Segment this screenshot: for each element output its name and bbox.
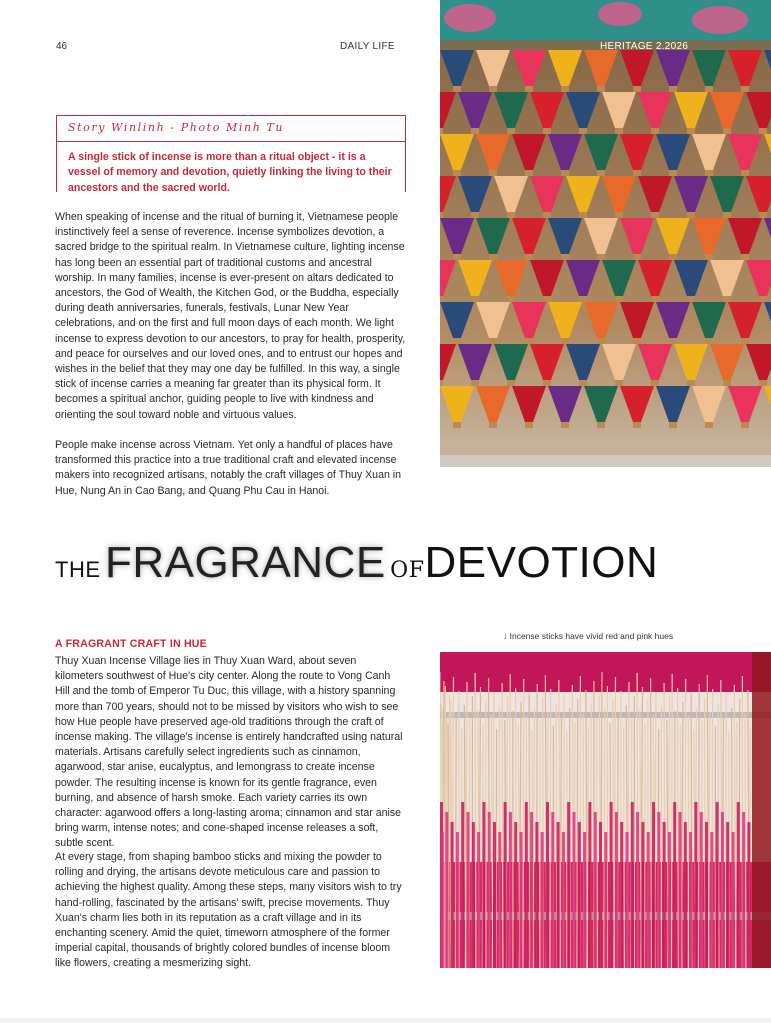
incense-stick-tip [604, 832, 607, 968]
incense-stick-tip [673, 802, 676, 968]
incense-stick [725, 694, 726, 968]
incense-handle [741, 422, 749, 428]
incense-handle [579, 128, 587, 134]
incense-stick-tip [710, 832, 713, 968]
incense-stick [550, 689, 551, 968]
incense-stick-tip [679, 812, 682, 968]
incense-stick-tip [726, 822, 729, 968]
incense-handle [723, 128, 731, 134]
incense-handle [597, 338, 605, 344]
incense-stick-tip [594, 812, 597, 968]
incense-handle [489, 338, 497, 344]
incense-stick-tip [663, 822, 666, 968]
incense-handle [669, 86, 677, 92]
incense-stick-tip [694, 802, 697, 968]
incense-handle [453, 254, 461, 260]
body-paragraph-2: People make incense across Vietnam. Yet only a handful of places have transformed this practice into a true traditional craft and elevated incense makers into recognized artisans, notably the craft villages of Thuy Xuan in Hue, Nung An in Cao Bang, and Quang Phu Cau in Hanoi. [55, 439, 402, 497]
incense-handle [669, 254, 677, 260]
incense-stick-tip [535, 822, 538, 968]
incense-handle [615, 380, 623, 386]
incense-stick-tip [705, 822, 708, 968]
incense-handle [507, 296, 515, 302]
incense-stick-tip [668, 832, 671, 968]
incense-stick [698, 684, 699, 968]
incense-stick-tip [562, 832, 565, 968]
issue-label: HERITAGE 2.2026 [600, 41, 689, 52]
incense-stick-tip [716, 802, 719, 968]
incense-stick [671, 674, 672, 968]
incense-handle [615, 296, 623, 302]
incense-handle [651, 296, 659, 302]
incense-handle [687, 128, 695, 134]
incense-handle [741, 170, 749, 176]
incense-stick-tip [477, 832, 480, 968]
incense-handle [633, 254, 641, 260]
incense-handle [633, 86, 641, 92]
incense-handle [669, 338, 677, 344]
incense-handle [579, 380, 587, 386]
incense-stick [523, 679, 524, 968]
incense-stick-tip [737, 802, 740, 968]
incense-handle [471, 296, 479, 302]
article-title [55, 538, 658, 588]
incense-stick-tip [472, 822, 475, 968]
incense-handle [453, 170, 461, 176]
incense-handle [759, 212, 767, 218]
photo-caption: ↓ Incense sticks have vivid red and pink hues [503, 631, 674, 641]
incense-stick-tip [583, 832, 586, 968]
incense-stick-tip [456, 832, 459, 968]
incense-handle [543, 212, 551, 218]
incense-stick-tip [551, 812, 554, 968]
incense-stick-tip [441, 832, 444, 968]
body-paragraph-1: When speaking of incense and the ritual of burning it, Vietnamese people instinctively feel a sense of reverence. Incense symbolizes devotion, a sacred bridge to the spiritual realm. In Vietnamese culture, lighting incense has long been an essential part of traditional customs and ancestral worship. In many families, incense is ever-present on altars dedicated to ancestors, the God of Wealth, the Kitchen God, or the Buddha, especially during death anniversaries, funerals, festivals, Lunar New Year celebrations, and on the first and full moon days of each month. We light incense to express devotion to our ancestors, to pray for health, prosperity, and peace for ourselves and our loved ones, and to entrust our hopes and wishes in the belief that they may one day be fulfilled. In this way, a single stick of incense carries a meaning far greater than its physical form. It becomes a spiritual anchor, guiding people to live with kindness and orienting the soul toward noble and virtuous values. [55, 211, 406, 421]
story-credit: Story Winlinh - Photo Minh Tu [68, 121, 285, 134]
incense-handle [687, 296, 695, 302]
incense-handle [440, 380, 443, 386]
incense-handle [471, 380, 479, 386]
incense-handle [741, 254, 749, 260]
incense-handle [489, 170, 497, 176]
incense-handle [759, 380, 767, 386]
incense-handle [705, 338, 713, 344]
incense-handle [525, 170, 533, 176]
incense-stick-tip [610, 802, 613, 968]
incense-stick-tip [493, 822, 496, 968]
incense-handle [561, 338, 569, 344]
incense-stick-tip [684, 822, 687, 968]
incense-stick-tip [588, 802, 591, 968]
incense-handle [561, 170, 569, 176]
incense-stick-tip [641, 822, 644, 968]
incense-handle [561, 86, 569, 92]
incense-sticks-photo [440, 652, 771, 968]
incense-handle [759, 128, 767, 134]
incense-handle [669, 170, 677, 176]
incense-handle [440, 296, 443, 302]
incense-stick-tip [647, 832, 650, 968]
incense-handle [507, 212, 515, 218]
incense-stick [651, 678, 652, 968]
incense-stick [502, 683, 503, 968]
incense-stick-tip [742, 812, 745, 968]
incense-handle [579, 296, 587, 302]
body-paragraph-4: At every stage, from shaping bamboo sticks and mixing the powder to rolling and drying, the artisans devote meticulous care and passion to achieving the highest quality. Among these steps, many visitors wish to try hand-rolling, fascinated by the artisans' swift, precise movements. Thuy Xuan's charm lies both in its reputation as a craft village and in its enchanting scenery. Amid the quiet, timeworn atmosphere of the former imperial capital, thousands of brightly colored bundles of incense bloom like flowers, creating a mesmerizing sight. [55, 851, 402, 970]
incense-stick [678, 688, 679, 968]
incense-handle [597, 86, 605, 92]
incense-handle [723, 296, 731, 302]
incense-handle [489, 422, 497, 428]
incense-handle [579, 212, 587, 218]
incense-handle [633, 338, 641, 344]
incense-stick-tip [546, 802, 549, 968]
incense-handle [543, 380, 551, 386]
body-paragraph-3: Thuy Xuan Incense Village lies in Thuy Xuan Ward, about seven kilometers southwest of Hue's city center. Along the route to Vong Canh Hill and the tomb of Emperor Tu Duc, this village, with a history spanning more than 700 years, should not to be missed by visitors who wish to see how Hue people have preserved age-old traditions through the craft of incense making. The village's incense is entirely handcrafted using natural materials. Artisans carefully select ingredients such as cinnamon, agarwood, star anise, eucalyptus, and lemongrass to create incense powder. The resulting incense is known for its gentle fragrance, even burning, and absence of harsh smoke. Each variety carries its own character: agarwood offers a long-lasting aroma; cinnamon and star anise bring warm, intense notes; and cone-shaped incense releases a soft, subtle scent. [55, 655, 403, 850]
incense-stick-tip [626, 832, 629, 968]
incense-stick-tip [657, 812, 660, 968]
title-word-of: OF [390, 558, 425, 583]
incense-stick-tip [747, 822, 750, 968]
incense-stick-tip [620, 822, 623, 968]
incense-handle [453, 422, 461, 428]
incense-stick [577, 699, 578, 968]
incense-handle [759, 296, 767, 302]
incense-stick-tip [461, 802, 464, 968]
incense-stick-tip [530, 812, 533, 968]
page-number: 46 [56, 41, 68, 52]
incense-stick-tip [689, 832, 692, 968]
incense-stick-tip [504, 802, 507, 968]
incense-handle [440, 128, 443, 134]
credit-divider [56, 141, 405, 142]
incense-handle [489, 86, 497, 92]
incense-handle [615, 212, 623, 218]
incense-stick-tip [445, 812, 448, 968]
incense-handle [705, 254, 713, 260]
page-footer-strip [0, 1018, 771, 1023]
incense-handle [471, 212, 479, 218]
incense-stick [624, 728, 625, 968]
title-word-fragrance: FRAGRANCE [104, 538, 386, 587]
section-label: DAILY LIFE [340, 41, 395, 52]
incense-handle [597, 422, 605, 428]
title-word-the: THE [55, 557, 101, 582]
incense-stick-tip [467, 812, 470, 968]
incense-handle [633, 170, 641, 176]
incense-handle [525, 254, 533, 260]
incense-stick-tip [498, 832, 501, 968]
incense-stick-tip [599, 822, 602, 968]
incense-handle [615, 128, 623, 134]
incense-handle [561, 422, 569, 428]
incense-handle [705, 422, 713, 428]
incense-stick [475, 673, 476, 968]
incense-handle [741, 86, 749, 92]
incense-handle [525, 338, 533, 344]
incense-stick-tip [732, 832, 735, 968]
incense-handle [687, 380, 695, 386]
incense-handle [705, 170, 713, 176]
incense-handle [453, 86, 461, 92]
incense-handle [687, 212, 695, 218]
incense-handle [723, 212, 731, 218]
incense-handle [651, 212, 659, 218]
incense-fans-photo [440, 0, 771, 467]
incense-handle [440, 212, 443, 218]
incense-stick [529, 693, 530, 968]
incense-stick-tip [636, 812, 639, 968]
incense-stick-tip [721, 812, 724, 968]
lead-quote: A single stick of incense is more than a ritual object - it is a vessel of memory and devotion, quietly linking the living to their ancestors and the sacred world. [68, 151, 392, 194]
incense-stick [597, 718, 598, 968]
incense-handle [543, 296, 551, 302]
incense-stick-tip [509, 812, 512, 968]
incense-handle [651, 128, 659, 134]
incense-stick-tip [557, 822, 560, 968]
incense-stick [496, 729, 497, 968]
incense-stick-tip [578, 822, 581, 968]
incense-handle [489, 254, 497, 260]
incense-stick-tip [482, 802, 485, 968]
incense-stick-tip [525, 802, 528, 968]
incense-handle [705, 86, 713, 92]
incense-stick-tip [567, 802, 570, 968]
title-word-devotion: DEVOTION [424, 538, 659, 587]
incense-stick [644, 724, 645, 968]
incense-handle [525, 86, 533, 92]
incense-stick-tip [631, 802, 634, 968]
incense-stick-tip [615, 812, 618, 968]
incense-handle [507, 128, 515, 134]
incense-handle [507, 380, 515, 386]
section-subhead: A FRAGRANT CRAFT IN HUE [55, 638, 207, 650]
incense-stick-tip [514, 822, 517, 968]
incense-handle [669, 422, 677, 428]
incense-handle [741, 338, 749, 344]
incense-stick-tip [488, 812, 491, 968]
incense-handle [543, 128, 551, 134]
incense-handle [723, 380, 731, 386]
incense-stick-tip [573, 812, 576, 968]
incense-stick-tip [700, 812, 703, 968]
incense-handle [453, 338, 461, 344]
incense-handle [633, 422, 641, 428]
incense-stick-tip [652, 802, 655, 968]
incense-stick-tip [451, 822, 454, 968]
incense-handle [561, 254, 569, 260]
incense-handle [597, 170, 605, 176]
incense-stick-tip [541, 832, 544, 968]
incense-handle [597, 254, 605, 260]
incense-handle [471, 128, 479, 134]
incense-stick [745, 713, 746, 968]
incense-stick-tip [520, 832, 523, 968]
incense-handle [651, 380, 659, 386]
incense-handle [525, 422, 533, 428]
